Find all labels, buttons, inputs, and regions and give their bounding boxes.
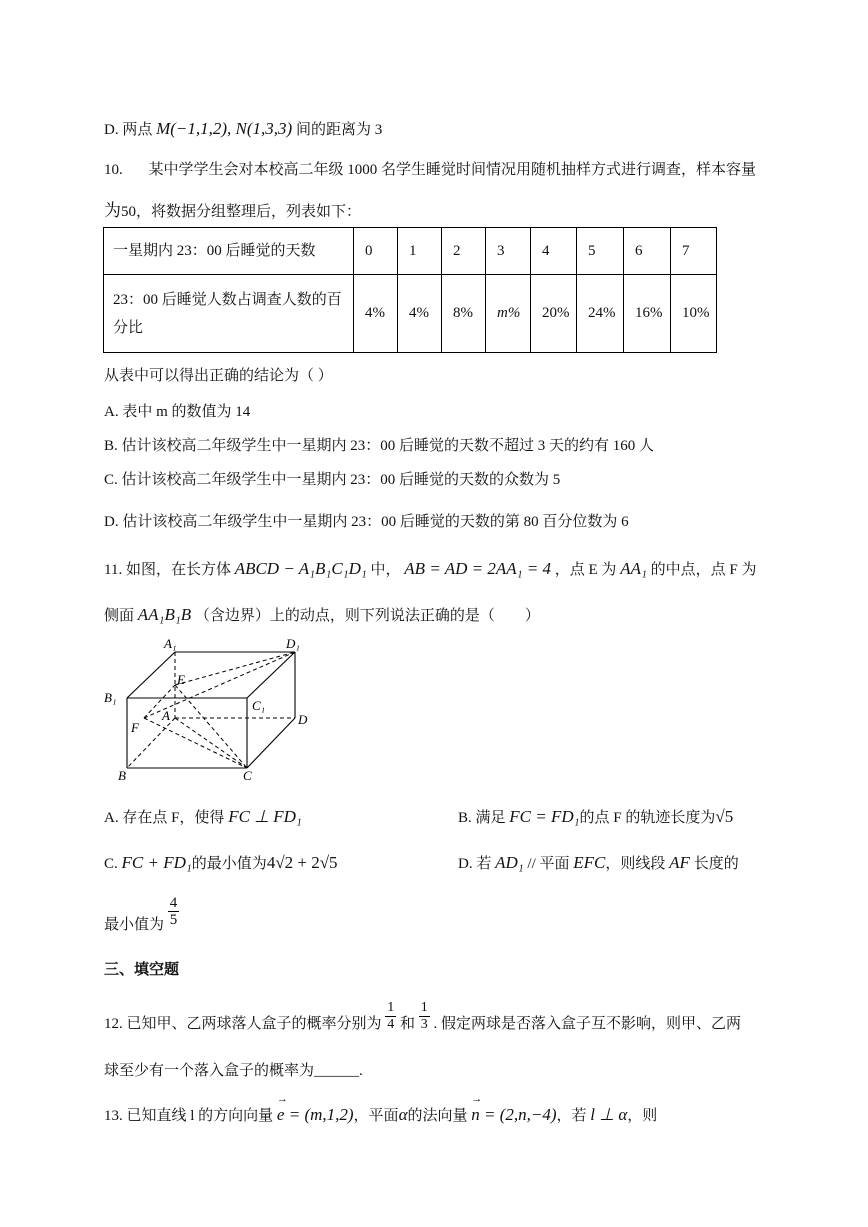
q11-stem-line2: 侧面 AA₁B₁B （含边界）上的动点，则下列说法正确的是（ ） (104, 605, 540, 624)
table-row-header: 一星期内 23：00 后睡觉的天数 (104, 228, 354, 275)
figure-label-c1: C₁ (252, 698, 266, 713)
vector-n: → n (471, 1105, 480, 1125)
q10-option-c: C. 估计该校高二年级学生中一星期内 23：00 后睡觉的天数的众数为 5 (104, 472, 561, 488)
fraction: $\frac{1}{4}$ (387, 1000, 395, 1032)
figure-label-a1: A₁ (164, 636, 177, 651)
table-cell: 5 (577, 228, 624, 275)
q11-option-a: A. 存在点 F，使得 FC ⊥ FD₁ (104, 807, 302, 826)
q13-stem: 13. 已知直线 l 的方向向量 → e = (m,1,2)，平面α的法向量 → n = (2,n,−4)，若 l ⊥ α，则 (104, 1104, 657, 1125)
q10-option-b: B. 估计该校高二年级学生中一星期内 23：00 后睡觉的天数不超过 3 天的约有 160 人 (104, 438, 655, 454)
table-cell: 7 (671, 228, 717, 275)
q11-option-d: D. 若 AD₁ // 平面 EFC，则线段 AF 长度的 (458, 853, 739, 872)
q10-data-table (103, 227, 717, 353)
fraction: $\frac{1}{3}$ (420, 1000, 428, 1032)
figure-label-b: B (118, 768, 126, 783)
table-row (104, 275, 717, 353)
figure-label-e: E (177, 672, 185, 687)
q9-option-d-math: M(−1,1,2), N(1,3,3) (156, 119, 293, 138)
figure-label-f: F (131, 720, 139, 735)
figure-label-d1: D₁ (286, 636, 300, 651)
figure-label-c: C (243, 768, 252, 783)
table-cell: 1 (398, 228, 442, 275)
table-cell: 4% (354, 275, 398, 353)
table-cell: 16% (624, 275, 671, 353)
q11-cuboid-figure (100, 632, 330, 784)
q11-stem-line1: 11. 如图，在长方体 ABCD − A₁B₁C₁D₁ 中， AB = AD = 2AA₁ = 4 ，点 E 为 AA₁ 的中点，点 F 为 (104, 559, 757, 578)
figure-label-a: A (162, 708, 170, 723)
table-cell: 3 (486, 228, 531, 275)
q11-option-d-cont: 最小值为 $\frac{4}{5}$ (104, 895, 178, 933)
fraction: $\frac{4}{5}$ (169, 895, 178, 928)
table-row-header: 23：00 后睡觉人数占调查人数的百 分比 (104, 275, 354, 353)
table-cell: 2 (442, 228, 486, 275)
q12-stem-line1: 12. 已知甲、乙两球落人盒子的概率分别为 $\frac{1}{4}$ 和 $\frac{1}{3}$ . 假定两球是否落入盒子互不影响，则甲、乙两 (104, 1000, 742, 1032)
q10-option-d: D. 估计该校高二年级学生中一星期内 23：00 后睡觉的天数的第 80 百分位数为 6 (104, 514, 629, 530)
table-cell: 24% (577, 275, 624, 353)
figure-label-b1: B₁ (104, 690, 117, 705)
table-cell: 8% (442, 275, 486, 353)
q11-option-c: C. FC + FD₁的最小值为4√2 + 2√5 (104, 853, 338, 872)
q10-stem-line1: 10. 某中学学生会对本校高二年级 1000 名学生睡觉时间情况用随机抽样方式进行调查，样本容量 (104, 162, 757, 178)
figure-label-d: D (298, 712, 308, 727)
table-cell: 10% (671, 275, 717, 353)
q10-option-a: A. 表中 m 的数值为 14 (104, 404, 251, 420)
table-cell: 6 (624, 228, 671, 275)
table-cell: 4% (398, 275, 442, 353)
q9-option-d: D. 两点 M(−1,1,2), N(1,3,3) 间的距离为 3 (104, 119, 383, 138)
q11-option-b: B. 满足 FC = FD₁的点 F 的轨迹长度为√5 (458, 807, 734, 826)
q12-stem-line2: 球至少有一个落入盒子的概率为______. (104, 1063, 363, 1079)
q10-stem-line2: 为50，将数据分组整理后，列表如下： (104, 201, 362, 220)
table-cell: 20% (531, 275, 577, 353)
vector-e: → e (277, 1105, 285, 1125)
section-heading-fill-blank: 三、填空题 (104, 961, 180, 978)
table-cell: m% (486, 275, 531, 353)
table-row (104, 228, 717, 275)
table-cell: 0 (354, 228, 398, 275)
table-cell: 4 (531, 228, 577, 275)
q10-prompt: 从表中可以得出正确的结论为（ ） (104, 368, 333, 384)
